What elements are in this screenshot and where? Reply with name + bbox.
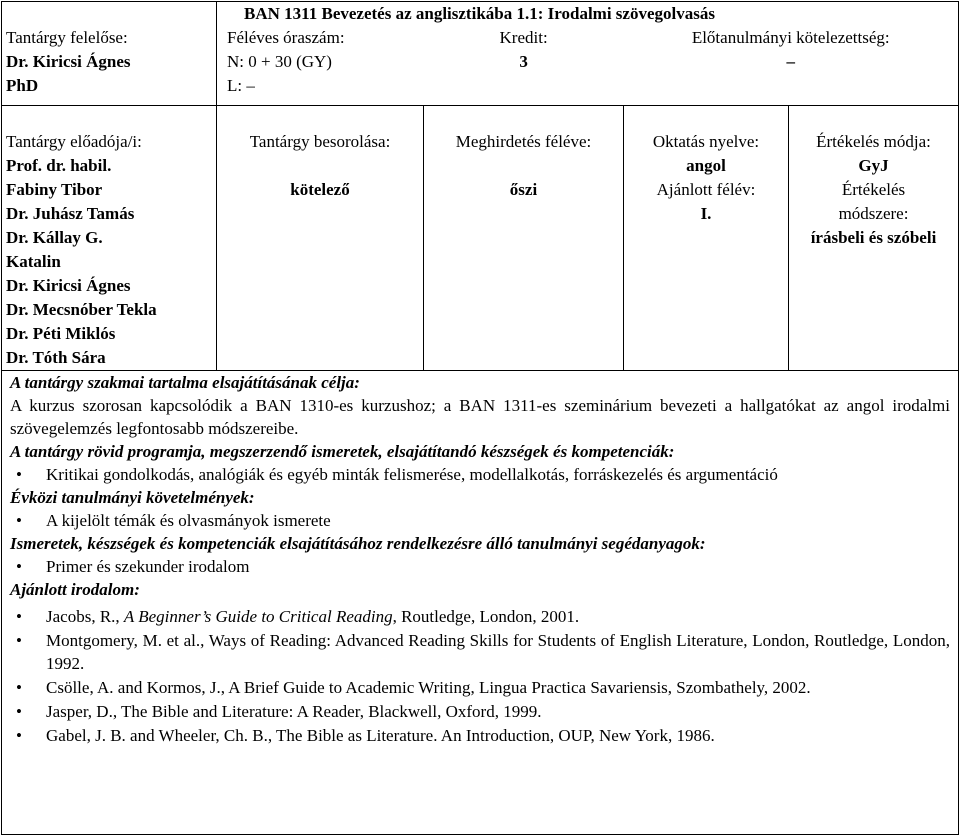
lecturer-9: Dr. Tóth Sára — [6, 348, 106, 367]
prereq-value: – — [786, 52, 795, 71]
course-title: BAN 1311 Bevezetés az anglisztikába 1.1: Irodalmi szövegolvasás — [244, 4, 715, 23]
requirements-item: • A kijelölt témák és olvasmányok ismerete — [10, 509, 950, 532]
credit-block — [424, 26, 624, 98]
hours-n: N: 0 + 30 (GY) — [227, 52, 332, 71]
assessment-value: GyJ — [858, 156, 889, 175]
refs-list — [10, 605, 950, 747]
refs-heading: Ajánlott irodalom: — [10, 580, 140, 599]
classification-value: kötelező — [290, 180, 350, 199]
language-label: Oktatás nyelve: — [652, 132, 760, 151]
header-fields — [217, 26, 958, 98]
program-heading: A tantárgy rövid programja, megszerzendő ismeretek, elsajátítandó készségek és kompetenciák: — [10, 442, 675, 461]
materials-heading: Ismeretek, készségek és kompetenciák elsajátításához rendelkezésre álló tanulmányi segédanyagok: — [10, 534, 706, 553]
materials-list — [10, 555, 950, 578]
responsible-degree: PhD — [6, 76, 39, 95]
credit-label: Kredit: — [499, 28, 548, 47]
ref-item-2: • Montgomery, M. et al., Ways of Reading: Advanced Reading Skills for Students of English Literature, London, Routledge, London, 1992. — [10, 629, 950, 675]
ref-item-4: • Jasper, D., The Bible and Literature: A Reader, Blackwell, Oxford, 1999. — [10, 700, 950, 723]
body-row — [2, 371, 959, 835]
hours-l: L: – — [227, 76, 255, 95]
header-right-cell — [217, 2, 959, 106]
info-row — [2, 106, 959, 371]
course-table — [1, 1, 959, 835]
lecturer-4: Dr. Kállay G. — [6, 228, 103, 247]
lecturer-8: Dr. Péti Miklós — [6, 324, 116, 343]
lecturer-2: Fabiny Tibor — [6, 180, 103, 199]
materials-item: • Primer és szekunder irodalom — [10, 555, 950, 578]
assessment-label: Értékelés módja: — [816, 132, 931, 151]
requirements-list — [10, 509, 950, 532]
prereq-label: Előtanulmányi kötelezettség: — [691, 28, 890, 47]
program-list — [10, 463, 950, 486]
lecturer-1: Prof. dr. habil. — [6, 156, 112, 175]
lecturer-6: Dr. Kiricsi Ágnes — [6, 276, 131, 295]
prereq-block — [623, 26, 958, 98]
lecturer-7: Dr. Mecsnóber Tekla — [6, 300, 157, 319]
semester-value: őszi — [509, 180, 538, 199]
responsible-label: Tantárgy felelőse: — [6, 28, 128, 47]
classification-cell — [217, 106, 424, 371]
hours-label: Féléves óraszám: — [227, 28, 345, 47]
program-item: • Kritikai gondolkodás, analógiák és egyéb minták felismerése, modellalkotás, forráskezelés és argumentáció — [10, 463, 950, 486]
hours-block — [217, 26, 424, 98]
recommended-label: Ajánlott félév: — [656, 180, 756, 199]
lecturers-cell — [2, 106, 217, 371]
classification-label: Tantárgy besorolása: — [249, 132, 391, 151]
body-cell — [2, 371, 959, 835]
language-value: angol — [686, 156, 726, 175]
method-value: írásbeli és szóbeli — [810, 228, 937, 247]
credit-value: 3 — [519, 52, 528, 71]
assessment-cell — [789, 106, 959, 371]
recommended-value: I. — [700, 204, 712, 223]
ref-item-5: • Gabel, J. B. and Wheeler, Ch. B., The Bible as Literature. An Introduction, OUP, New York, 1986. — [10, 724, 950, 747]
ref-item-1: • Jacobs, R., A Beginner’s Guide to Critical Reading, Routledge, London, 2001. — [10, 605, 950, 628]
semester-label: Meghirdetés féléve: — [455, 132, 592, 151]
responsible-name: Dr. Kiricsi Ágnes — [6, 52, 131, 71]
header-row — [2, 2, 959, 106]
semester-cell — [424, 106, 624, 371]
language-cell — [624, 106, 789, 371]
aim-heading: A tantárgy szakmai tartalma elsajátításának célja: — [10, 373, 360, 392]
lecturer-3: Dr. Juhász Tamás — [6, 204, 135, 223]
lecturers-label: Tantárgy előadója/i: — [6, 132, 142, 151]
method-label-2: módszere: — [838, 204, 909, 223]
requirements-heading: Évközi tanulmányi követelmények: — [10, 488, 255, 507]
aim-text: A kurzus szorosan kapcsolódik a BAN 1310-es kurzushoz; a BAN 1311-es szeminárium bevezeti a hallgatókat az angol irodalmi szövegelemzés legfontosabb módszereibe. — [10, 396, 950, 438]
ref-item-3: • Csölle, A. and Kormos, J., A Brief Guide to Academic Writing, Lingua Practica Savariensis, Szombathely, 2002. — [10, 676, 950, 699]
lecturer-5: Katalin — [6, 252, 61, 271]
method-label-1: Értékelés — [841, 180, 906, 199]
